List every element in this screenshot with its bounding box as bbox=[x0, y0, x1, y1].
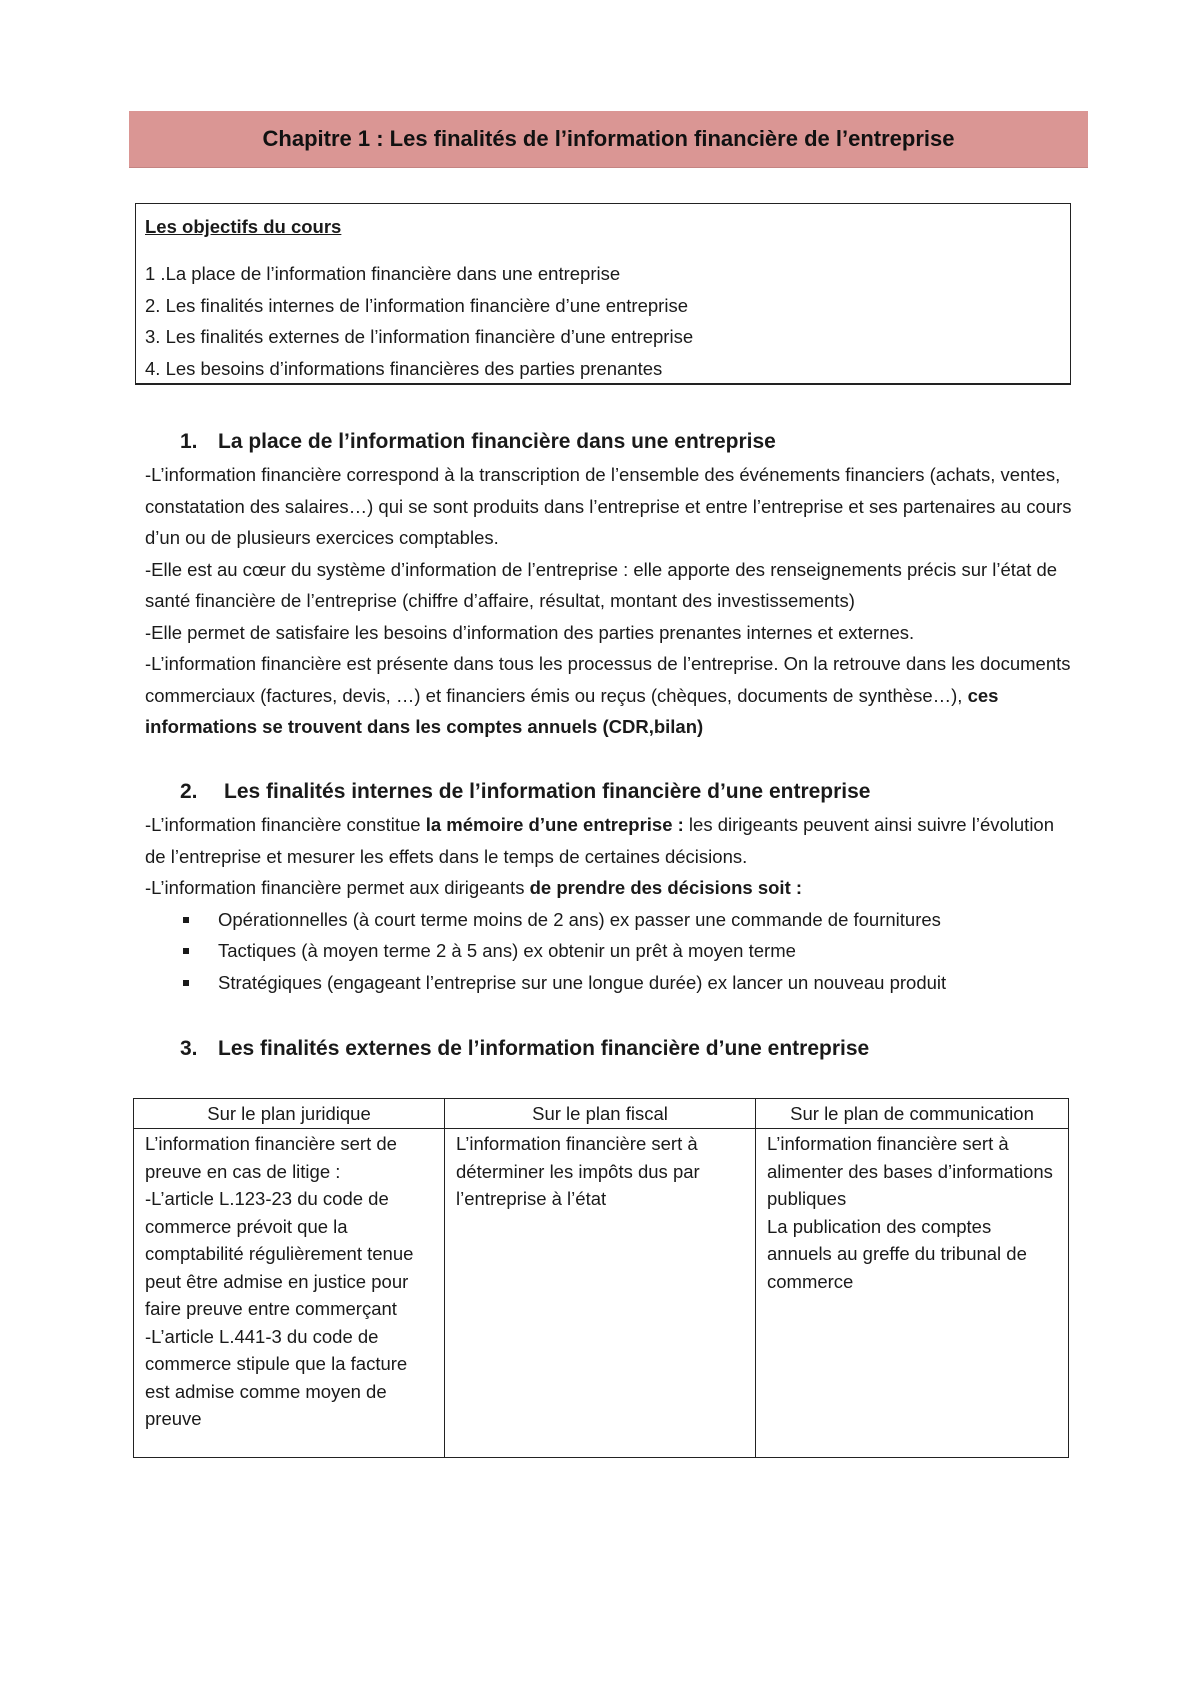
cell-line: La publication des comptes annuels au greffe du tribunal de commerce bbox=[767, 1215, 1027, 1292]
section-1-body bbox=[145, 459, 1075, 743]
section-1-heading bbox=[180, 425, 776, 459]
section-2-emphasis: de prendre des décisions soit : bbox=[529, 877, 803, 898]
objectives-list bbox=[145, 258, 1062, 384]
section-3-title: Les finalités externes de l’information financière d’une entreprise bbox=[218, 1037, 870, 1060]
section-2-paragraph bbox=[145, 872, 1075, 904]
section-2-number: 2. bbox=[180, 780, 198, 803]
section-2-heading bbox=[180, 775, 871, 809]
table-header-row bbox=[134, 1099, 1069, 1129]
section-1-text: -L’information financière est présente dans tous les processus de l’entreprise. On la retrouve dans les documents commerciaux (factures, devis, …) et financiers émis ou reçus (chèques, documents de synthèse…), bbox=[145, 653, 1071, 706]
cell-communication bbox=[756, 1129, 1069, 1458]
section-1-paragraph: -L’information financière correspond à la transcription de l’ensemble des événements financiers (achats, ventes, constatation des salaires…) qui se sont produits dans l’entreprise et entre l’entreprise et ses partenaires au cours d’un ou de plusieurs exercices comptables. bbox=[145, 464, 1072, 548]
cell-line: -L’article L.123-23 du code de commerce prévoit que la comptabilité régulièrement tenue peut être admise en justice pour faire preuve entre commerçant bbox=[145, 1188, 414, 1319]
section-2-title: Les finalités internes de l’information financière d’une entreprise bbox=[224, 780, 871, 803]
objectives-box bbox=[135, 203, 1071, 385]
objectives-title: Les objectifs du cours bbox=[145, 216, 342, 237]
decision-item: Tactiques (à moyen terme 2 à 5 ans) ex obtenir un prêt à moyen terme bbox=[145, 935, 1075, 967]
section-2-text: -L’information financière constitue bbox=[145, 814, 426, 835]
section-2-body bbox=[145, 809, 1075, 998]
decision-list bbox=[145, 904, 1075, 999]
decision-item: Opérationnelles (à court terme moins de 2 ans) ex passer une commande de fournitures bbox=[145, 904, 1075, 936]
section-2-emphasis: la mémoire d’une entreprise : bbox=[425, 814, 684, 835]
cell-line: -L’article L.441-3 du code de commerce stipule que la facture est admise comme moyen de preuve bbox=[145, 1325, 408, 1429]
cell-juridique bbox=[134, 1129, 445, 1458]
section-1-title: La place de l’information financière dans une entreprise bbox=[218, 430, 776, 453]
cell-fiscal bbox=[445, 1129, 756, 1458]
objective-item: 3. Les finalités externes de l’information financière d’une entreprise bbox=[145, 326, 694, 347]
objective-item: 4. Les besoins d’informations financières des parties prenantes bbox=[145, 357, 663, 379]
section-3-heading bbox=[180, 1032, 869, 1066]
table-row bbox=[134, 1129, 1069, 1458]
section-1-paragraph: -Elle est au cœur du système d’information de l’entreprise : elle apporte des renseignements précis sur l’état de santé financière de l’entreprise (chiffre d’affaire, résultat, montant des investissements) bbox=[145, 558, 1058, 611]
cell-line: L’information financière sert à alimenter des bases d’informations publiques bbox=[767, 1133, 1053, 1209]
objective-item: 2. Les finalités internes de l’information financière d’une entreprise bbox=[145, 294, 688, 316]
section-1-number: 1. bbox=[180, 430, 198, 453]
objective-item: 1 .La place de l’information financière dans une entreprise bbox=[145, 263, 621, 284]
section-3-number: 3. bbox=[180, 1037, 198, 1060]
cell-line: L’information financière sert de preuve en cas de litige : bbox=[145, 1133, 397, 1182]
column-header-communication: Sur le plan de communication bbox=[756, 1099, 1069, 1129]
column-header-juridique: Sur le plan juridique bbox=[134, 1099, 445, 1129]
section-1-paragraph bbox=[145, 648, 1075, 743]
section-2-paragraph bbox=[145, 809, 1075, 872]
external-finalities-table bbox=[133, 1098, 1069, 1458]
cell-line: L’information financière sert à déterminer les impôts dus par l’entreprise à l’état bbox=[456, 1133, 700, 1209]
section-2-text: les dirigeants peuvent ainsi suivre l’évolution de l’entreprise et mesurer les effets dans le temps de certaines décisions. bbox=[145, 814, 1055, 867]
section-1-paragraph: -Elle permet de satisfaire les besoins d’information des parties prenantes internes et externes. bbox=[145, 621, 915, 643]
section-2-text: -L’information financière permet aux dirigeants bbox=[145, 877, 530, 898]
section-1-emphasis: ces informations se trouvent dans les comptes annuels (CDR,bilan) bbox=[145, 684, 999, 737]
decision-item: Stratégiques (engageant l’entreprise sur une longue durée) ex lancer un nouveau produit bbox=[145, 967, 1075, 999]
column-header-fiscal: Sur le plan fiscal bbox=[445, 1099, 756, 1129]
chapter-title: Chapitre 1 : Les finalités de l’information financière de l’entreprise bbox=[129, 111, 1088, 168]
